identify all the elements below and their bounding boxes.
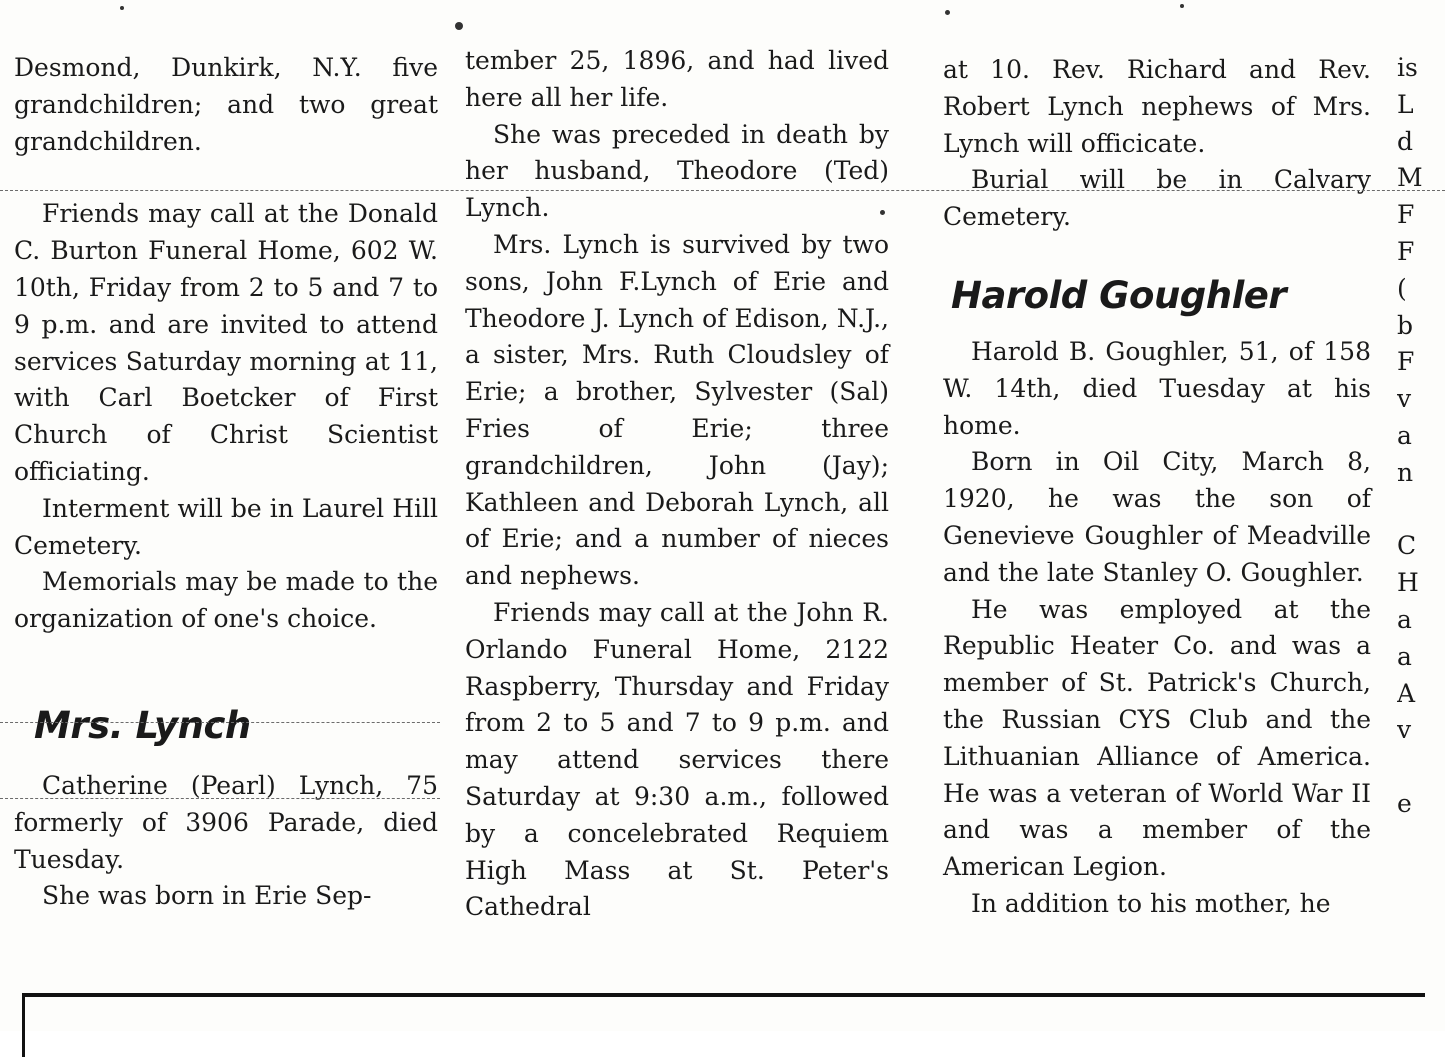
text-fragment: e [1397,788,1412,818]
text-fragment: A [1397,678,1416,708]
text-fragment: H [1397,568,1419,598]
paragraph: Interment will be in Laurel Hill Cemetery. [14,493,438,560]
column-4-cropped-fragments [1397,50,1437,823]
paragraph: Burial will be in Calvary Cemetery. [943,165,1371,232]
paragraph: She was born in Erie Sep- [42,881,372,911]
text-fragment: a [1397,420,1412,450]
obituary-heading-harold-goughler: Harold Goughler [951,273,1287,317]
scan-speck [1180,4,1184,8]
text-fragment: F [1397,347,1415,377]
text-fragment: M [1397,163,1423,193]
text-fragment: F [1397,200,1415,230]
text-fragment: n [1397,457,1414,487]
paragraph: He was employed at the Republic Heater Co. and was a member of St. Patrick's Church, the Russian CYS Club and the Lithuanian Alliance of America. He was a veteran of World War II and was a member of the American Legion. [943,594,1371,882]
scan-speck [120,6,124,10]
text-fragment: v [1397,715,1412,745]
text-fragment: is [1397,53,1418,82]
column-3 [943,52,1371,923]
text-fragment: a [1397,604,1412,634]
paragraph: Mrs. Lynch is survived by two sons, John F.Lynch of Erie and Theodore J. Lynch of Edison, N.J., a sister, Mrs. Ruth Cloudsley of Erie; a brother, Sylvester (Sal) Fries of Erie; three grandchildren, John (Jay); Kathleen and Deborah Lynch, all of Erie; and a number of nieces and nephews. [465,229,889,591]
text-fragment: F [1397,236,1415,266]
text-fragment: a [1397,641,1412,671]
paragraph: Friends may call at the Donald C. Burton Funeral Home, 602 W. 10th, Friday from 2 to 5 and 7 to 9 p.m. and are invited to attend services Saturday morning at 11, with Carl Boetcker of First Church of Christ Scientist officiating. [14,199,438,486]
text-fragment: d [1397,126,1414,156]
bottom-box-border [22,993,1425,1057]
paragraph: Desmond, Dunkirk, N.Y. five grandchildren; and two great grandchildren. [14,53,438,156]
paragraph: Friends may call at the John R. Orlando Funeral Home, 2122 Raspberry, Thursday and Friday from 2 to 5 and 7 to 9 p.m. and may attend services there Saturday at 9:30 a.m., followed by a concelebrated Requiem High Mass at St. Peter's Cathedral [465,597,889,922]
paragraph: Born in Oil City, March 8, 1920, he was the son of Genevieve Goughler of Meadville and the late Stanley O. Goughler. [943,447,1371,587]
dashed-rule [0,798,440,799]
obituary-heading-mrs-lynch: Mrs. Lynch [34,703,251,747]
paragraph: In addition to his mother, he [971,888,1331,918]
dashed-rule [0,722,440,723]
text-fragment [1397,749,1437,786]
text-fragment: L [1397,89,1414,119]
dashed-rule [0,190,1445,191]
text-fragment: b [1397,310,1414,340]
paragraph: Memorials may be made to the organization of one's choice. [14,567,438,634]
paragraph: at 10. Rev. Richard and Rev. Robert Lynch nephews of Mrs. Lynch will officicate. [943,55,1371,158]
column-1 [14,50,438,915]
scan-speck [945,10,950,15]
paragraph: Catherine (Pearl) Lynch, 75 formerly of 3906 Parade, died Tuesday. [14,770,438,874]
text-fragment: C [1397,531,1417,561]
text-fragment [1397,492,1437,529]
paragraph: Harold B. Goughler, 51, of 158 W. 14th, died Tuesday at his home. [943,336,1371,440]
scan-speck [880,210,885,215]
text-fragment: v [1397,384,1412,414]
paragraph: tember 25, 1896, and had lived here all her life. [465,46,889,112]
paragraph: She was preceded in death by her husband, Theodore (Ted) Lynch. [465,119,889,223]
text-fragment: ( [1397,273,1407,303]
scan-speck [455,22,463,30]
column-2 [465,43,889,926]
